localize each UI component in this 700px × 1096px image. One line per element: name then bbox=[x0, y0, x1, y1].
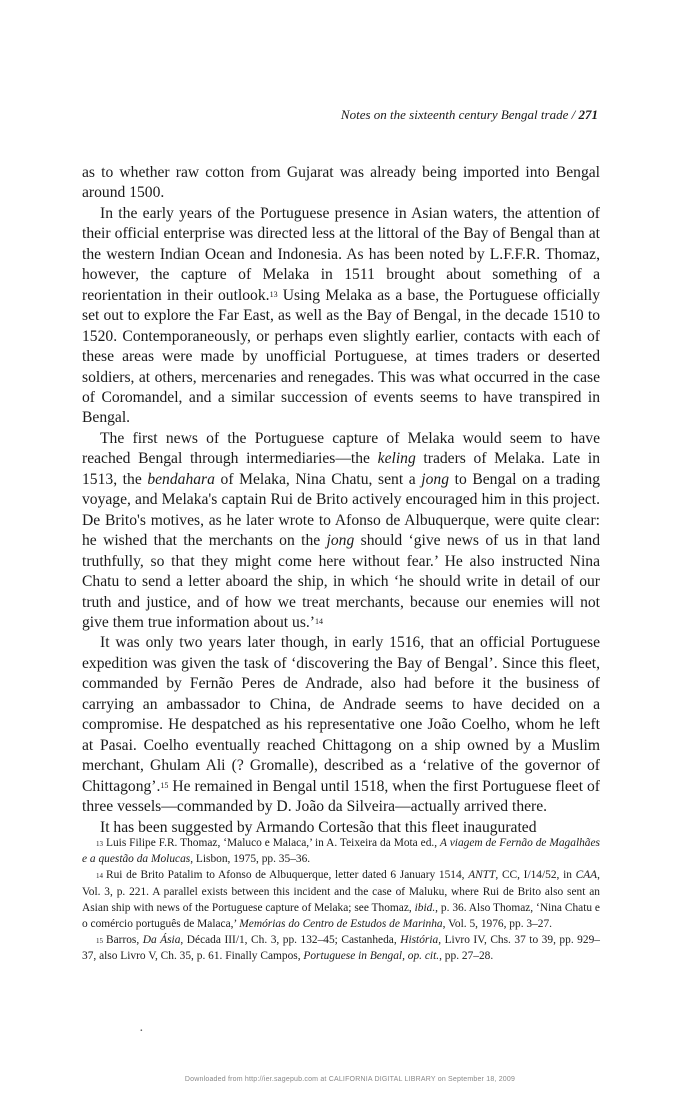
text-run: , Lisbon, 1975, pp. 35–36. bbox=[190, 853, 311, 866]
italic-text: jong bbox=[326, 532, 355, 550]
text-run: , Década III/1, Ch. 3, pp. 132–45; Castanheda, bbox=[180, 934, 401, 947]
footnote-14 bbox=[82, 867, 600, 932]
footnote-reference: 13 bbox=[269, 289, 278, 299]
footnote-number: 14 bbox=[96, 872, 103, 881]
text-run: of Melaka, Nina Chatu, sent a bbox=[214, 470, 422, 488]
italic-text: História bbox=[400, 934, 439, 947]
page-number: 271 bbox=[578, 107, 598, 122]
footnote-reference: 14 bbox=[315, 616, 323, 626]
text-run: The first news of the Portuguese capture of Melaka would seem to have reached Bengal through intermediaries—the bbox=[82, 429, 600, 468]
text-run: Rui de Brito Patalim to Afonso de Albuquerque, letter dated 6 January 1514, bbox=[106, 869, 469, 882]
italic-text: bendahara bbox=[147, 470, 215, 488]
text-run: He remained in Bengal until 1518, when the first Portuguese fleet of three vessels—commanded by D. João da Silveira—actually arrived there. bbox=[82, 777, 600, 816]
download-notice: Downloaded from http://ier.sagepub.com at CALIFORNIA DIGITAL LIBRARY on September 18, 2009 bbox=[184, 1076, 516, 1083]
footnotes bbox=[82, 835, 600, 965]
paragraph bbox=[82, 429, 600, 634]
text-run: It was only two years later though, in early 1516, that an official Portuguese expedition was given the task of ‘discovering the Bay of Bengal’. Since this fleet, commanded by Fernão Peres de Andrade, also had before it the business of carrying an ambassador to China, de Andrade seems to have decided on a compromise. He despatched as his representative one João Coelho, whom he left at Pasai. Coelho eventually reached Chittagong on a ship owned by a Muslim merchant, Ghulam Ali (? Gromalle), described as a ‘relative of the governor of Chittagong’. bbox=[82, 634, 600, 795]
text-run: , Livro IV, Chs. 37 to 39, pp. 929–37, also Livro V, Ch. 35, p. 61. Finally Campos, bbox=[82, 934, 600, 963]
body-text bbox=[82, 163, 600, 838]
italic-text: A viagem de Fernão de Magalhães e a questão da Molucas bbox=[82, 837, 600, 866]
paragraph bbox=[82, 633, 600, 817]
header-separator: / bbox=[568, 107, 579, 122]
text-run: traders of Melaka. Late in 1513, the bbox=[82, 450, 600, 488]
paragraph bbox=[82, 163, 600, 204]
italic-text: ibid. bbox=[414, 901, 436, 914]
text-run: , Vol. 5, 1976, pp. 3–27. bbox=[442, 918, 553, 931]
text-run: , pp. 27–28. bbox=[439, 950, 494, 963]
text-run: , p. 36. Also Thomaz, ‘Nina Chatu e o comércio português de Malaca,’ bbox=[82, 901, 600, 931]
text-run: should ‘give news of us in that land truthfully, so that they might come here without fear.’ He also instructed Nina Chatu to send a letter aboard the ship, in which ‘he should write in detail of our truth and justice, and of how we treat merchants, because our enemies will not give them true information about us.’ bbox=[82, 532, 600, 631]
italic-text: Da Ásia bbox=[142, 934, 181, 947]
italic-text: Memórias do Centro de Estudos de Marinha bbox=[239, 918, 443, 931]
italic-text: CAA bbox=[575, 869, 598, 882]
running-title: Notes on the sixteenth century Bengal trade bbox=[340, 107, 569, 122]
italic-text: Portuguese in Bengal, op. cit. bbox=[303, 950, 440, 963]
running-header bbox=[341, 107, 598, 123]
italic-text: ANTT bbox=[468, 869, 496, 882]
footnote-13 bbox=[82, 835, 600, 867]
footnote-reference: 15 bbox=[160, 780, 169, 790]
text-run: Barros, bbox=[106, 934, 143, 947]
text-run: , Vol. 3, p. 221. A parallel exists between this incident and the case of Maluku, where Rui de Brito also sent an Asian ship with news of the Portuguese capture of Melaka; see Thomaz, bbox=[82, 869, 600, 914]
text-run: , CC, I/14/52, in bbox=[495, 869, 576, 882]
italic-text: keling bbox=[377, 450, 416, 468]
footnote-15 bbox=[82, 932, 600, 964]
footnote-number: 13 bbox=[96, 840, 103, 848]
text-run: It has been suggested by Armando Cortesão that this fleet inaugurated bbox=[100, 818, 537, 836]
italic-text: jong bbox=[421, 470, 450, 488]
stray-mark: · bbox=[139, 1024, 144, 1039]
text-run: as to whether raw cotton from Gujarat was already being imported into Bengal around 1500. bbox=[82, 164, 600, 202]
text-run: Using Melaka as a base, the Portuguese officially set out to explore the Far East, as well as the Bay of Bengal, in the decade 1510 to 1520. Contemporaneously, or perhaps even slightly earlier, contacts with each of these areas were made by unofficial Portuguese, at times traders or deserted soldiers, at others, mercenaries and renegades. This was what occurred in the case of Coromandel, and a similar succession of events seems to have transpired in Bengal. bbox=[82, 286, 600, 427]
text-run: to Bengal on a trading voyage, and Melaka's captain Rui de Brito actively encouraged him in this project. De Brito's motives, as he later wrote to Afonso de Albuquerque, were quite clear: he wished that the merchants on the bbox=[82, 470, 601, 550]
text-run: Luis Filipe F.R. Thomaz, ‘Maluco e Malaca,’ in A. Teixeira da Mota ed., bbox=[106, 837, 441, 849]
paragraph bbox=[82, 204, 600, 429]
text-run: In the early years of the Portuguese presence in Asian waters, the attention of their official enterprise was directed less at the littoral of the Bay of Bengal than at the western Indian Ocean and Indonesia. As has been noted by L.F.F.R. Thomaz, however, the capture of Melaka in 1511 brought about something of a reorientation in their outlook. bbox=[82, 204, 600, 304]
footnote-number: 15 bbox=[96, 937, 103, 946]
